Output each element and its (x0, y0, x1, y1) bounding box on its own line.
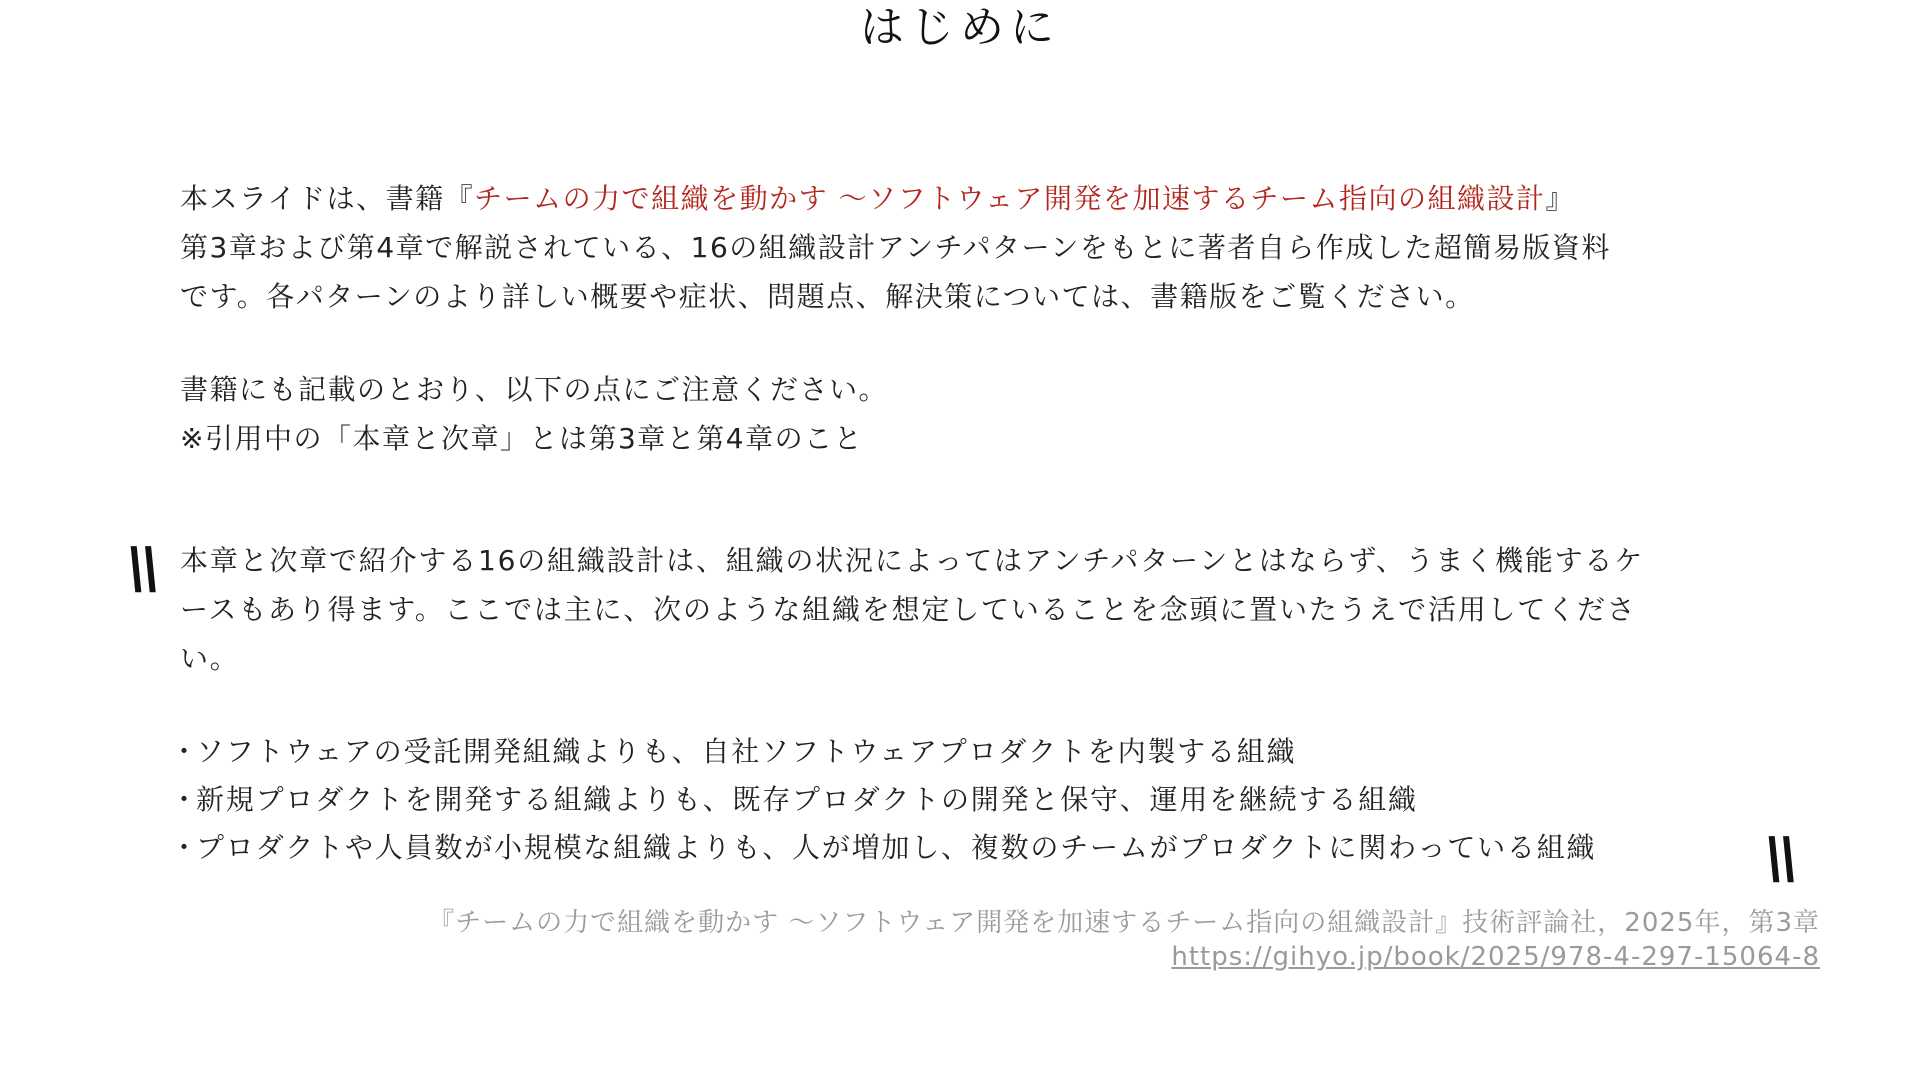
quote-body (180, 536, 1760, 683)
quote-close-mark-icon: \\ (1756, 825, 1800, 891)
book-title-highlight: チームの力で組織を動かす 〜ソフトウェア開発を加速するチーム指向の組織設計 (474, 182, 1546, 215)
note-line-2: ※引用中の「本章と次章」とは第3章と第4章のこと (180, 422, 864, 455)
list-item (170, 728, 1770, 776)
citation-link[interactable]: https://gihyo.jp/book/2025/978-4-297-15064-8 (1171, 942, 1820, 972)
note-paragraph (180, 365, 1780, 463)
quote-line-2: ースもあり得ます。ここでは主に、次のような組織を想定していることを念頭に置いたうえで活用してくださ (180, 593, 1637, 626)
intro-line-1-prefix: 本スライドは、書籍『 (180, 182, 475, 215)
bullet-text: 新規プロダクトを開発する組織よりも、既存プロダクトの開発と保守、運用を継続する組織 (196, 783, 1418, 816)
quote-open-mark-icon: \\ (118, 535, 162, 601)
list-item (170, 776, 1770, 824)
bullet-dot: ・ (170, 735, 200, 768)
slide-title: はじめに (860, 2, 1060, 53)
list-item (170, 824, 1770, 872)
intro-line-1 (180, 174, 1780, 223)
quote-line-3: い。 (180, 642, 240, 675)
intro-paragraph (180, 174, 1780, 321)
bullet-dot: ・ (170, 783, 200, 816)
citation (428, 906, 1820, 974)
bullet-text: プロダクトや人員数が小規模な組織よりも、人が増加し、複数のチームがプロダクトに関わっている組織 (196, 831, 1597, 864)
intro-line-2: 第3章および第4章で解説されている、16の組織設計アンチパターンをもとに著者自ら作成した超簡易版資料 (180, 231, 1611, 264)
intro-line-3: です。各パターンのより詳しい概要や症状、問題点、解決策については、書籍版をご覧ください。 (180, 280, 1475, 313)
citation-text: 『チームの力で組織を動かす 〜ソフトウェア開発を加速するチーム指向の組織設計』技術評論社，2025年，第3章 (428, 908, 1820, 938)
intro-line-1-suffix: 』 (1545, 182, 1575, 215)
note-line-1: 書籍にも記載のとおり、以下の点にご注意ください。 (180, 373, 889, 406)
bullet-text: ソフトウェアの受託開発組織よりも、自社ソフトウェアプロダクトを内製する組織 (196, 735, 1297, 768)
bullet-dot: ・ (170, 831, 200, 864)
quote-line-1: 本章と次章で紹介する16の組織設計は、組織の状況によってはアンチパターンとはならず、うまく機能するケ (180, 544, 1645, 577)
quote-bullet-list (170, 728, 1770, 872)
